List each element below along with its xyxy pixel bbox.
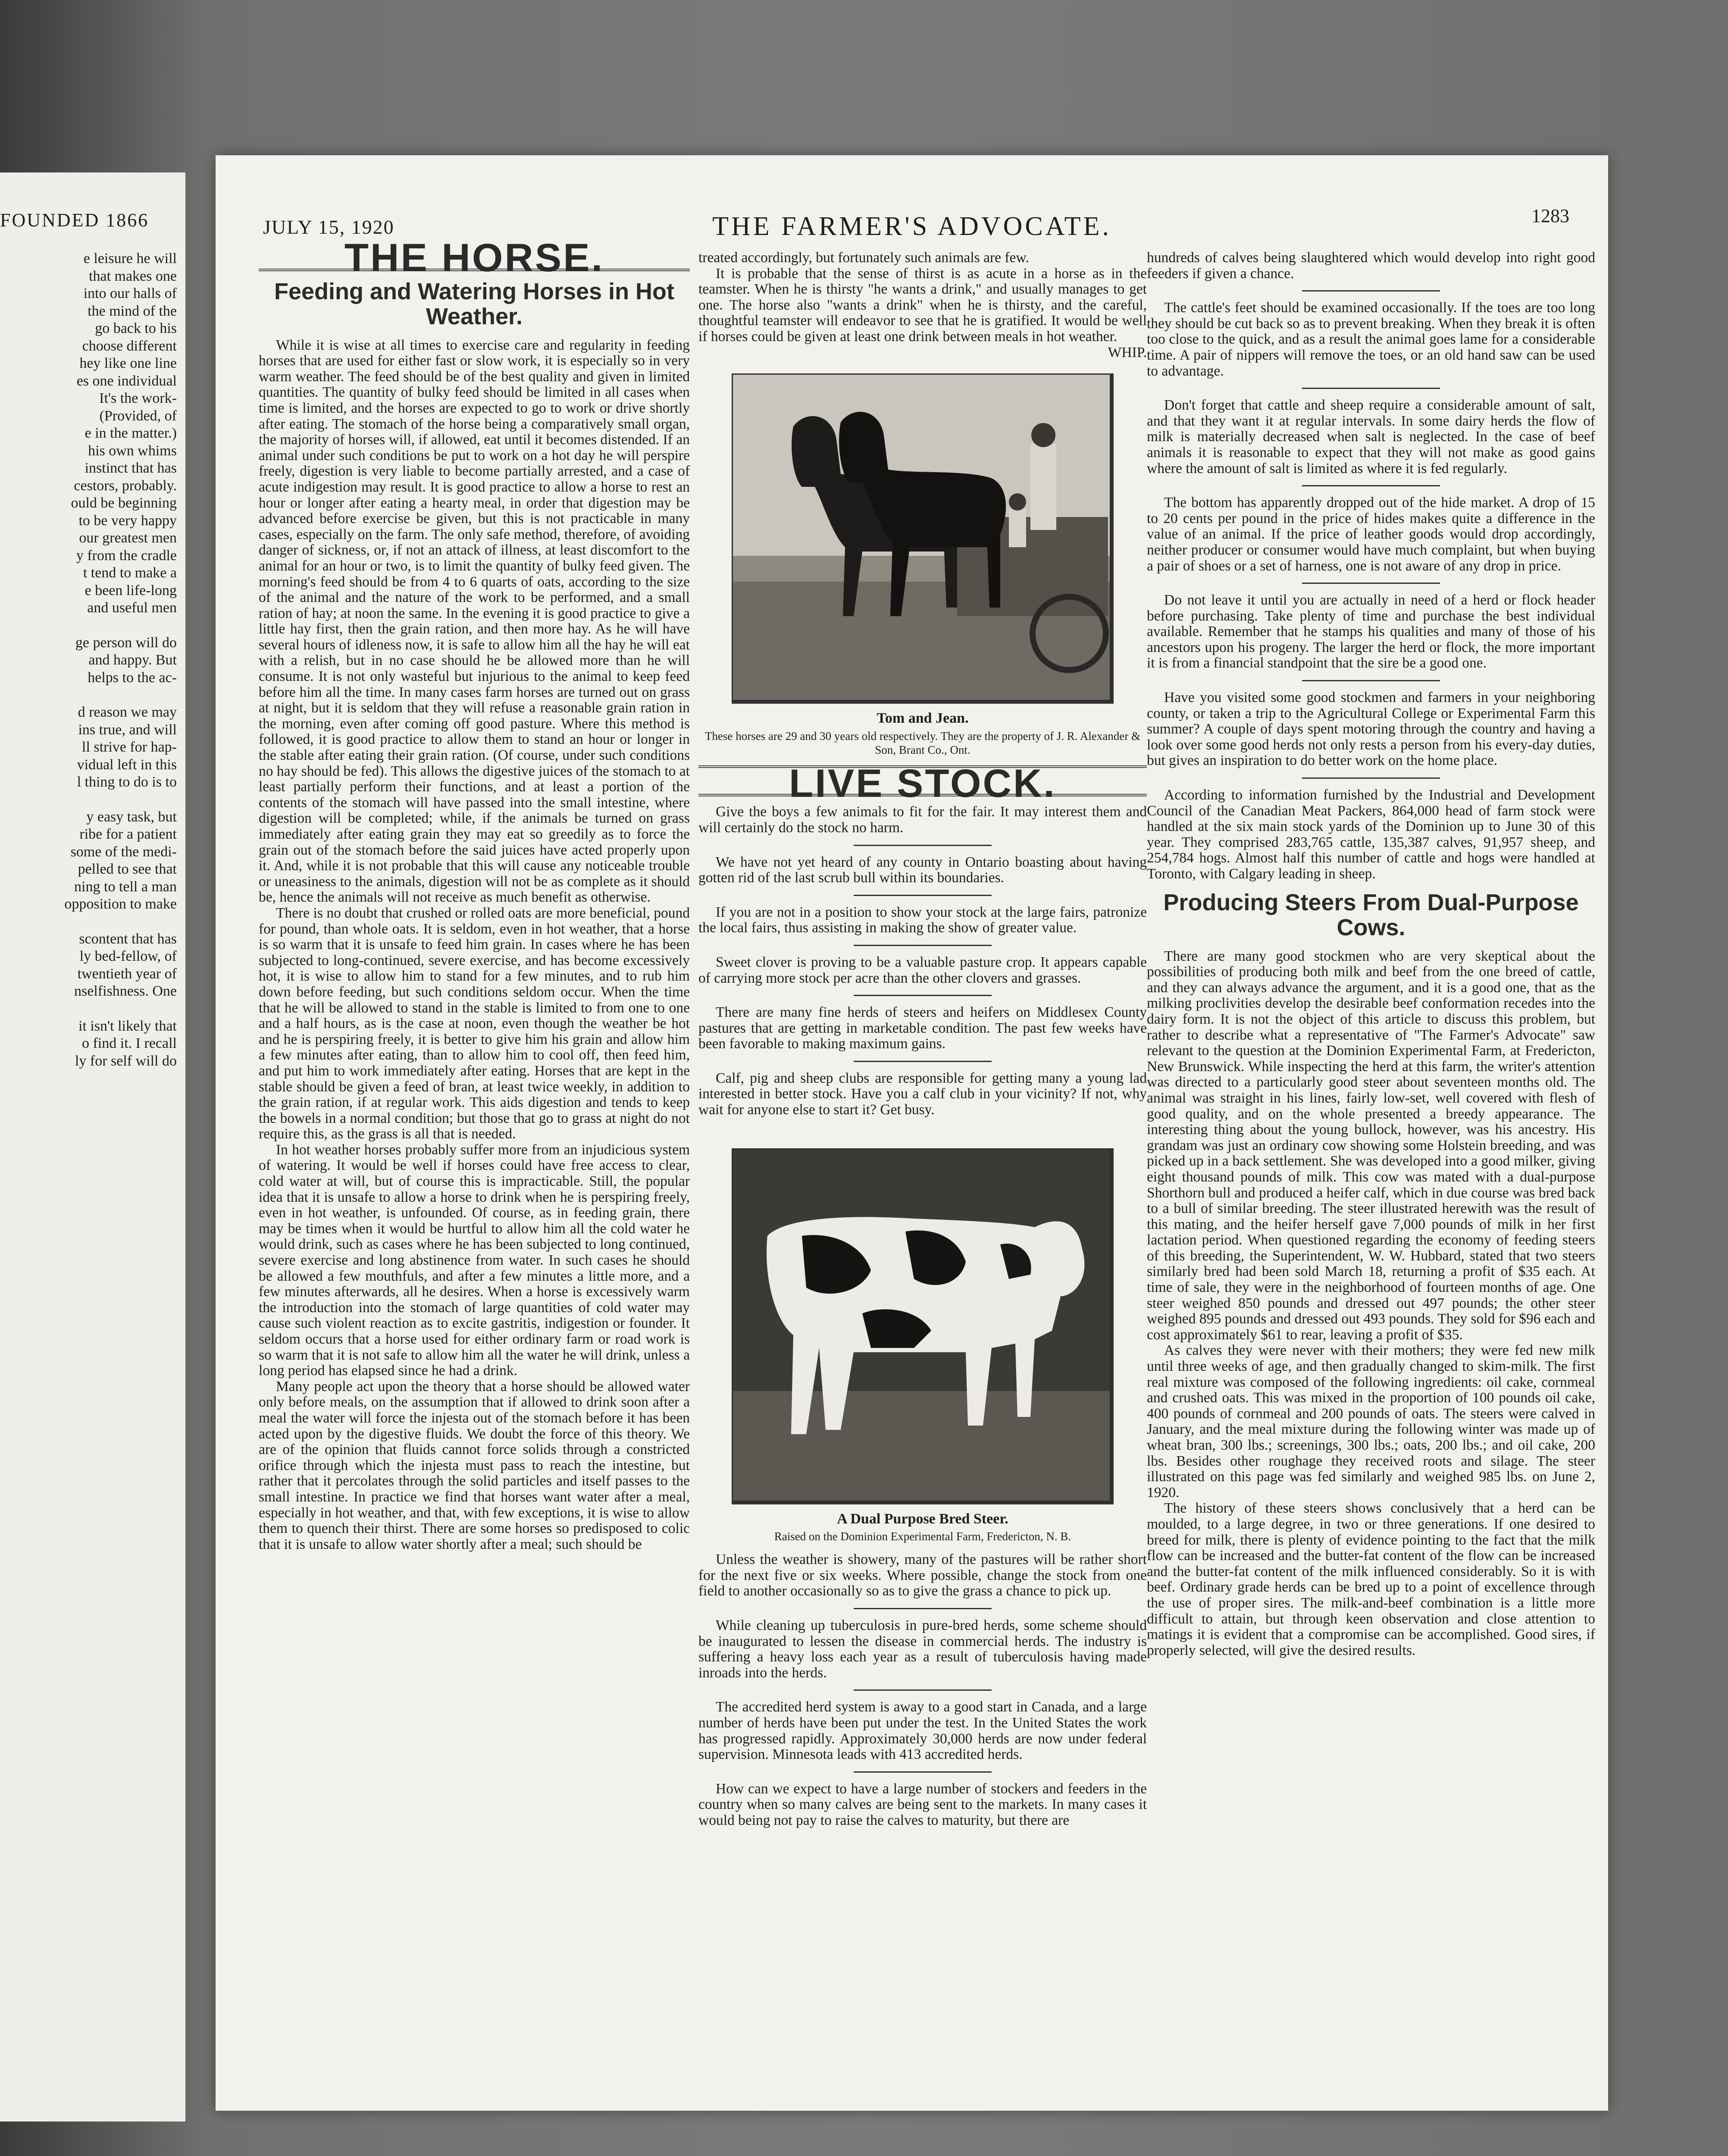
masthead: THE FARMER'S ADVOCATE. [712,212,1111,241]
prev-page-line: e been life-long [85,582,177,599]
article-continuation: treated accordingly, but fortunately such animals are few. [698,250,1029,266]
article-paragraph: In hot weather horses probably suffer more from an injudicious system of watering. It would be well if horses could have free access to clear, cold water at will, but of course this is impracticable. Still, the popular idea that it is unsafe to allow a horse to drink when he is perspiring freely, even in hot weather, is unfounded. Of course, as in feeding grain, there may be times when it would be hurtful to allow him all the cold water he would drink, such as cases where he has been subjected to long continued, severe exercise and long abstinence from water. In such cases he should be allowed a few mouthfuls, and after a few minutes a little more, and a few minutes afterwards, all he desires. When a horse is excessively warm the introduction into the stomach of large quantities of cold water may cause such violent reaction as to excite gastritis, indigestion or founder. It seldom occurs that a horse used for either ordinary farm or road work is so warm that it is not safe to allow him all the water he will drink, unless a long period has elapsed since he had a drink. [259,1141,690,1379]
prev-page-line: ly bed-fellow, of [79,948,177,964]
separator [854,945,992,946]
prev-page-line: instinct that has [85,460,177,476]
prev-page-line: choose different [82,338,177,354]
separator [1302,777,1440,779]
prev-page-line: It's the work- [99,390,177,406]
prev-page-line: it isn't likely that [78,1018,177,1034]
prev-page-line: his own whims [88,442,177,459]
livestock-item: We have not yet heard of any county in Ontario boasting about having gotten rid of the last scrub bull within its boundaries. [698,854,1147,886]
separator [1302,290,1440,291]
livestock-item: According to information furnished by the Industrial and Development Council of the Canadian Meat Packers, 864,000 head of farm stock were handled at the six main stock yards of the Dominion up to June 30 of this year. They comprised 283,765 cattle, 135,387 calves, 91,957 sheep, and 254,784 hogs. Almost half this number of cattle and hogs were handled at Toronto, with Calgary leading in sheep. [1147,787,1595,882]
article-paragraph: There are many good stockmen who are very skeptical about the possibilities of producing both milk and beef from the one breed of cattle, and they can always advance the argument, and it is a good one, that as the milking proclivities develop the desirable beef conformation recedes into the dairy form. It is not the object of this article to discuss this problem, but rather to describe what a representative of "The Farmer's Advocate" saw relevant to the question at the Dominion Experimental Farm, at Fredericton, New Brunswick. While inspecting the herd at this farm, the writer's attention was directed to a particularly good steer about seventeen months old. The animal was straight in his lines, fairly low-set, well covered with flesh of good quality, and on the whole presented a breedy appearance. The interesting thing about the young bullock, however, was his ancestry. His grandam was just an ordinary cow showing some Holstein breeding, and was picked up in a back settlement. She was developed into a good milker, giving eight thousand pounds of milk. This cow was mated with a dual-purpose Shorthorn bull and produced a heifer calf, which in due course was bred back to a bull of similar breeding. The steer illustrated herewith was the result of this mating, and the heifer herself gave 7,000 pounds of milk in her first lactation period. When questioned regarding the economy of feeding steers of this breeding, the Superintendent, W. W. Hubbard, stated that two steers similarly bred had been sold March 18, returning a profit of $35 each. At time of sale, they were in the neighborhood of fourteen months of age. One steer weighed 850 pounds and dressed out 497 pounds; the other steer weighed 895 pounds and dressed out 493 pounds. They sold for $96 each and cost approximately $61 to rear, leaving a profit of $35. [1147,948,1595,1343]
separator [854,845,992,846]
livestock-item: Give the boys a few animals to fit for the fair. It may interest them and will certainly do the stock no harm. [698,804,1147,836]
separator [1302,680,1440,681]
prev-page-line: helps to the ac- [88,669,177,686]
livestock-item: Unless the weather is showery, many of the pastures will be rather short for the next five or six weeks. Where possible, change the stock from one field to another occasionally so as to give the grass a chance to pick up. [698,1551,1147,1599]
livestock-item: Calf, pig and sheep clubs are responsible for getting many a young lad interested in better stock. Have you a calf club in your vicinity? If not, why wait for anyone else to start it? Get busy. [698,1070,1147,1118]
horses-photo-image [733,375,1110,700]
prev-page-line: pelled to see that [78,861,177,877]
prev-page-line: some of the medi- [70,843,177,860]
column-3 [1147,250,1595,1658]
prev-page-gap [0,913,177,931]
prev-page-line: ins true, and will [78,721,177,738]
article-paragraph: While it is wise at all times to exercise care and regularity in feeding horses that are used for either fast or slow work, it is especially so in very warm weather. The feed should be of the best quality and given in limited quantities. The quantity of bulky feed should be limited in all cases when time is limited, and the horses are expected to go to work or drive shortly after eating. The stomach of the horse being a comparatively small organ, the majority of horses will, if allowed, eat until it becomes distended. If an animal under such conditions be put to work on a hot day he will perspire freely, digestion is very liable to become partially arrested, and a case of acute indigestion may result. It is good practice to allow a horse to rest an hour or longer after eating a hearty meal, in order that digestion may be advanced before exercise be given, but this is not practicable in many cases, especially on the farm. The only safe method, therefore, of avoiding danger of sickness, or, if not an attack of illness, at least discomfort to the animal for an hour or two, is to limit the quantity of bulky feed given. The morning's feed should be from 4 to 6 quarts of oats, according to the size of the animal and the nature of the work to be performed, and a small ration of hay; at noon the same. In the evening it is good practice to give a little hay first, then the grain ration, and then more hay. As he will have several hours of idleness now, it is safe to allow him all the hay he will eat with a relish, but in no case should he be allowed more than he will consume. It is not only wasteful but injurious to the animal to keep feed before him all the time. In many cases farm horses are turned out on grass at night, but it is seldom that they will refuse a reasonable grain ration in the morning, even after coming off good pasture. Where this method is followed, it is good practice to allow them to stand an hour or longer in the stable after eating their grain ration. (Of course, under such conditions no hay should be fed). This allows the digestive juices of the stomach to at least partially perform their functions, and at least a portion of the contents of the stomach will have passed into the small intestine, where digestion will be completed; while, if the animals be turned on grass immediately after eating grain they may eat so greedily as to force the grain out of the stomach before the said juices have acted properly upon it. And, while it is not probable that this will cause any noticeable trouble or uneasiness to the animals, digestion will not be as complete as it should be, hence the animals will not receive as much benefit as otherwise. [259,337,690,906]
newspaper-page [216,155,1608,2111]
prev-page-line: into our halls of [83,285,177,301]
photo-caption: These horses are 29 and 30 years old respectively. They are the property of J. R. Alexander & Son, Brant Co., Ont. [705,729,1140,756]
livestock-item: The cattle's feet should be examined occasionally. If the toes are too long they should be cut back so as to prevent breaking. When they break it is often too close to the quick, and as a result the animal goes lame for a considerable time. A pair of nippers will remove the toes, or an old hand saw can be used to advantage. [1147,300,1595,379]
prev-page-line: ge person will do [75,634,177,651]
prev-page-line: es one individual [76,373,177,389]
prev-page-gap [0,791,177,808]
photo-caption: Raised on the Dominion Experimental Farm, Fredericton, N. B. [774,1530,1071,1543]
livestock-item: If you are not in a position to show your stock at the large fairs, patronize the local fairs, thus assisting in making the show of greater value. [698,904,1147,936]
prev-page-header: FOUNDED 1866 [0,210,149,231]
livestock-item: hundreds of calves being slaughtered which would develop into right good feeders if given a chance. [1147,250,1595,282]
separator [854,995,992,996]
article-paragraph: There is no doubt that crushed or rolled oats are more beneficial, pound for pound, than whole oats. It is seldom, even in hot weather, that a horse is so warm that it is unsafe to feed him grain. In cases where he has been subjected to long-continued, severe exercise, and has become excessively hot, it is wise to allow him to stand for a few minutes, and to rub him down before feeding, but such conditions seldom occur. When the time that he will be allowed to stand in the stable is limited to from one to one and a half hours, as is the case at noon, even though the weather be hot and he is perspiring freely, it is better to give him his grain and allow him a few minutes after eating, than to allow him to cool off, then feed him, and put him to work immediately after eating. Horses that are kept in the stable should be given a feed of bran, at least twice weekly, in addition to the grain ration, if at regular work. This aids digestion and tends to keep the bowels in a normal condition; but those that go to grass at night do not require this, as the grass is all that is needed. [259,905,690,1142]
prev-page-line: go back to his [95,320,177,336]
photo-caption-title: A Dual Purpose Bred Steer. [837,1510,1008,1527]
prev-page-line: ll strive for hap- [82,739,177,755]
issue-date: JULY 15, 1920 [263,216,394,238]
department-title-horse: THE HORSE. [344,236,604,280]
livestock-item: How can we expect to have a large number of stockers and feeders in the country when so many calves are being sent to the markets. In many cases it would being not pay to raise the calves to maturity, but there are [698,1780,1147,1828]
separator [854,1771,992,1773]
prev-page-line: the mind of the [88,303,177,319]
separator [854,1061,992,1062]
livestock-item: Do not leave it until you are actually in need of a herd or flock header before purchasing. Take plenty of time and purchase the best individual available. Remember that he stamps his qualities and many of those of his ancestors upon his progeny. The larger the herd or flock, the more important it is from a financial standpoint that the sire be a good one. [1147,592,1595,671]
separator [1302,485,1440,486]
photo-horses [732,373,1114,704]
livestock-item: The accredited herd system is away to a good start in Canada, and a large number of herds have been put under the test. In the United States the work has progressed rapidly. Approximately 30,000 herds are now under federal supervision. Minnesota leads with 413 accredited herds. [698,1699,1147,1763]
photo-steer [732,1148,1114,1504]
separator [1302,388,1440,389]
prev-page-line: that makes one [89,268,177,284]
prev-page-gap [0,617,177,634]
prev-page-line: ning to tell a man [74,878,177,895]
prev-page-line: o find it. I recall [82,1035,177,1051]
author-signature: WHIP. [1108,344,1147,360]
prev-page-column [0,250,177,1070]
prev-page-line: hey like one line [79,355,177,371]
photo-caption-title: Tom and Jean. [877,710,969,727]
prev-page-line: t tend to make a [83,565,177,581]
livestock-item: Sweet clover is proving to be a valuable pasture crop. It appears capable of carrying more stock per acre than the other clovers and grasses. [698,954,1147,986]
prev-page-line: our greatest men [79,530,177,546]
article-paragraph: As calves they were never with their mothers; they were fed new milk until three weeks of age, and then gradually changed to skim-milk. The first real mixture was composed of the following ingredients: oil cake, cornmeal and crushed oats. This was mixed in the proportion of 100 pounds oil cake, 400 pounds of cornmeal and 200 pounds of oats. The steers were calved in January, and the meal mixture during the following winter was made up of wheat bran, 300 lbs.; screenings, 300 lbs.; oats, 200 lbs.; and oil cake, 200 lbs. Besides other roughage they received roots and silage. The steer illustrated on this page was fed similarly and weighed 985 lbs. on June 2, 1920. [1147,1342,1595,1501]
prev-page-line: ribe for a patient [79,826,177,842]
page-number: 1283 [1531,205,1569,226]
prev-page-gap [0,686,177,704]
prev-page-line: to be very happy [78,512,177,529]
separator [854,1689,992,1691]
livestock-item: While cleaning up tuberculosis in pure-bred herds, some scheme should be inaugurated to lessen the disease in commercial herds. The industry is suffering a heavy loss each year as a result of tuberculosis having made inroads into the herds. [698,1617,1147,1681]
prev-page-line: e in the matter.) [85,425,177,441]
livestock-item: Don't forget that cattle and sheep require a considerable amount of salt, and that they want it at regular intervals. In some dairy herds the flow of milk is materially decreased when salt is neglected. In the case of beef animals it is reasonable to expect that they will not make as good gains where the amount of salt is limited as where it is fed regularly. [1147,397,1595,476]
prev-page-line: l thing to do is to [77,774,177,790]
prev-page-line: vidual left in this [77,756,177,773]
article-headline: Producing Steers From Dual-Purpose Cows. [1163,889,1579,940]
separator [854,1608,992,1609]
prev-page-line: twentieth year of [77,965,177,982]
separator [854,895,992,896]
prev-page-line: cestors, probably. [74,477,177,494]
livestock-item: Have you visited some good stockmen and farmers in your neighboring county, or taken a trip to the Agricultural College or Experimental Farm this summer? A couple of days spent motoring through the country and having a look over some good herds not only rests a person from his every-day duties, but gives an inspiration to do better work on the home place. [1147,689,1595,769]
prev-page-gap [0,1000,177,1018]
prev-page-line: y easy task, but [86,808,177,825]
prev-page-line: and useful men [87,600,177,616]
article-paragraph: Many people act upon the theory that a horse should be allowed water only before meals, on the assumption that if allowed to drink soon after a meal the water will force the injesta out of the stomach before it has been acted upon by the digestive fluids. We doubt the force of this theory. We are of the opinion that fluids cannot force solids through a constricted orifice through which the injesta must pass to reach the intestine, but rather that it percolates through the solid particles and itself passes to the small intestine. In practice we find that horses want water after a meal, especially in hot weather, and that, with few exceptions, it is wise to allow them to quench their thirst. There are some horses so predisposed to colic that it is unsafe to allow water shortly after a meal; such should be [259,1378,690,1552]
prev-page-line: scontent that has [79,931,177,947]
prev-page-line: e leisure he will [83,251,177,266]
article-headline: Feeding and Watering Horses in Hot Weather. [274,278,675,329]
separator [1302,583,1440,584]
prev-page-line: opposition to make [64,896,177,912]
prev-page-line: and happy. But [88,652,177,668]
prev-page-line: ould be beginning [71,495,177,511]
article-paragraph: The history of these steers shows conclusively that a herd can be moulded, to a large degree, in two or three generations. If one desired to breed for milk, there is plenty of evidence pointing to the fact that the milk flow can be increased and the butter-fat content of the flow can be increased and the butter-fat content of the milk influenced considerably. So it is with beef. Ordinary grade herds can be bred up to a point of excellence through the use of proper sires. The milk-and-beef combination is a little more difficult to attain, but through keen observation and close attention to matings it is evident that a compromise can be accomplished. Good sires, if properly selected, will give the desired results. [1147,1500,1595,1658]
column-1 [259,236,690,1552]
department-title-livestock: LIVE STOCK. [789,761,1056,805]
prev-page-line: y from the cradle [76,547,177,564]
prev-page-line: (Provided, of [99,407,177,424]
prev-page-line: d reason we may [78,704,177,720]
column-2 [698,250,1147,1829]
previous-page-fragment [0,172,185,2122]
livestock-item: There are many fine herds of steers and heifers on Middlesex County pastures that are getting in marketable condition. The past few weeks have been favorable to making maximum gains. [698,1004,1147,1052]
article-continuation: It is probable that the sense of thirst is as acute in a horse as in the teamster. When he is thirsty "he wants a drink," and usually manages to get one. The horse also "wants a drink" when he is thirsty, and the careful, thoughtful teamster will endeavor to see that he is gratified. It would be well if horses could be given at least one drink between meals in hot weather. [698,265,1147,345]
livestock-item: The bottom has apparently dropped out of the hide market. A drop of 15 to 20 cents per pound in the price of hides makes quite a difference in the value of an animal. If the price of leather goods would drop accordingly, neither producer or consumer would have much complaint, but when buying a pair of shoes or a set of harness, one is not aware of any drop in price. [1147,495,1595,574]
prev-page-line: ly for self will do [75,1053,177,1069]
steer-photo-image [733,1150,1110,1501]
prev-page-line: nselfishness. One [74,983,177,999]
